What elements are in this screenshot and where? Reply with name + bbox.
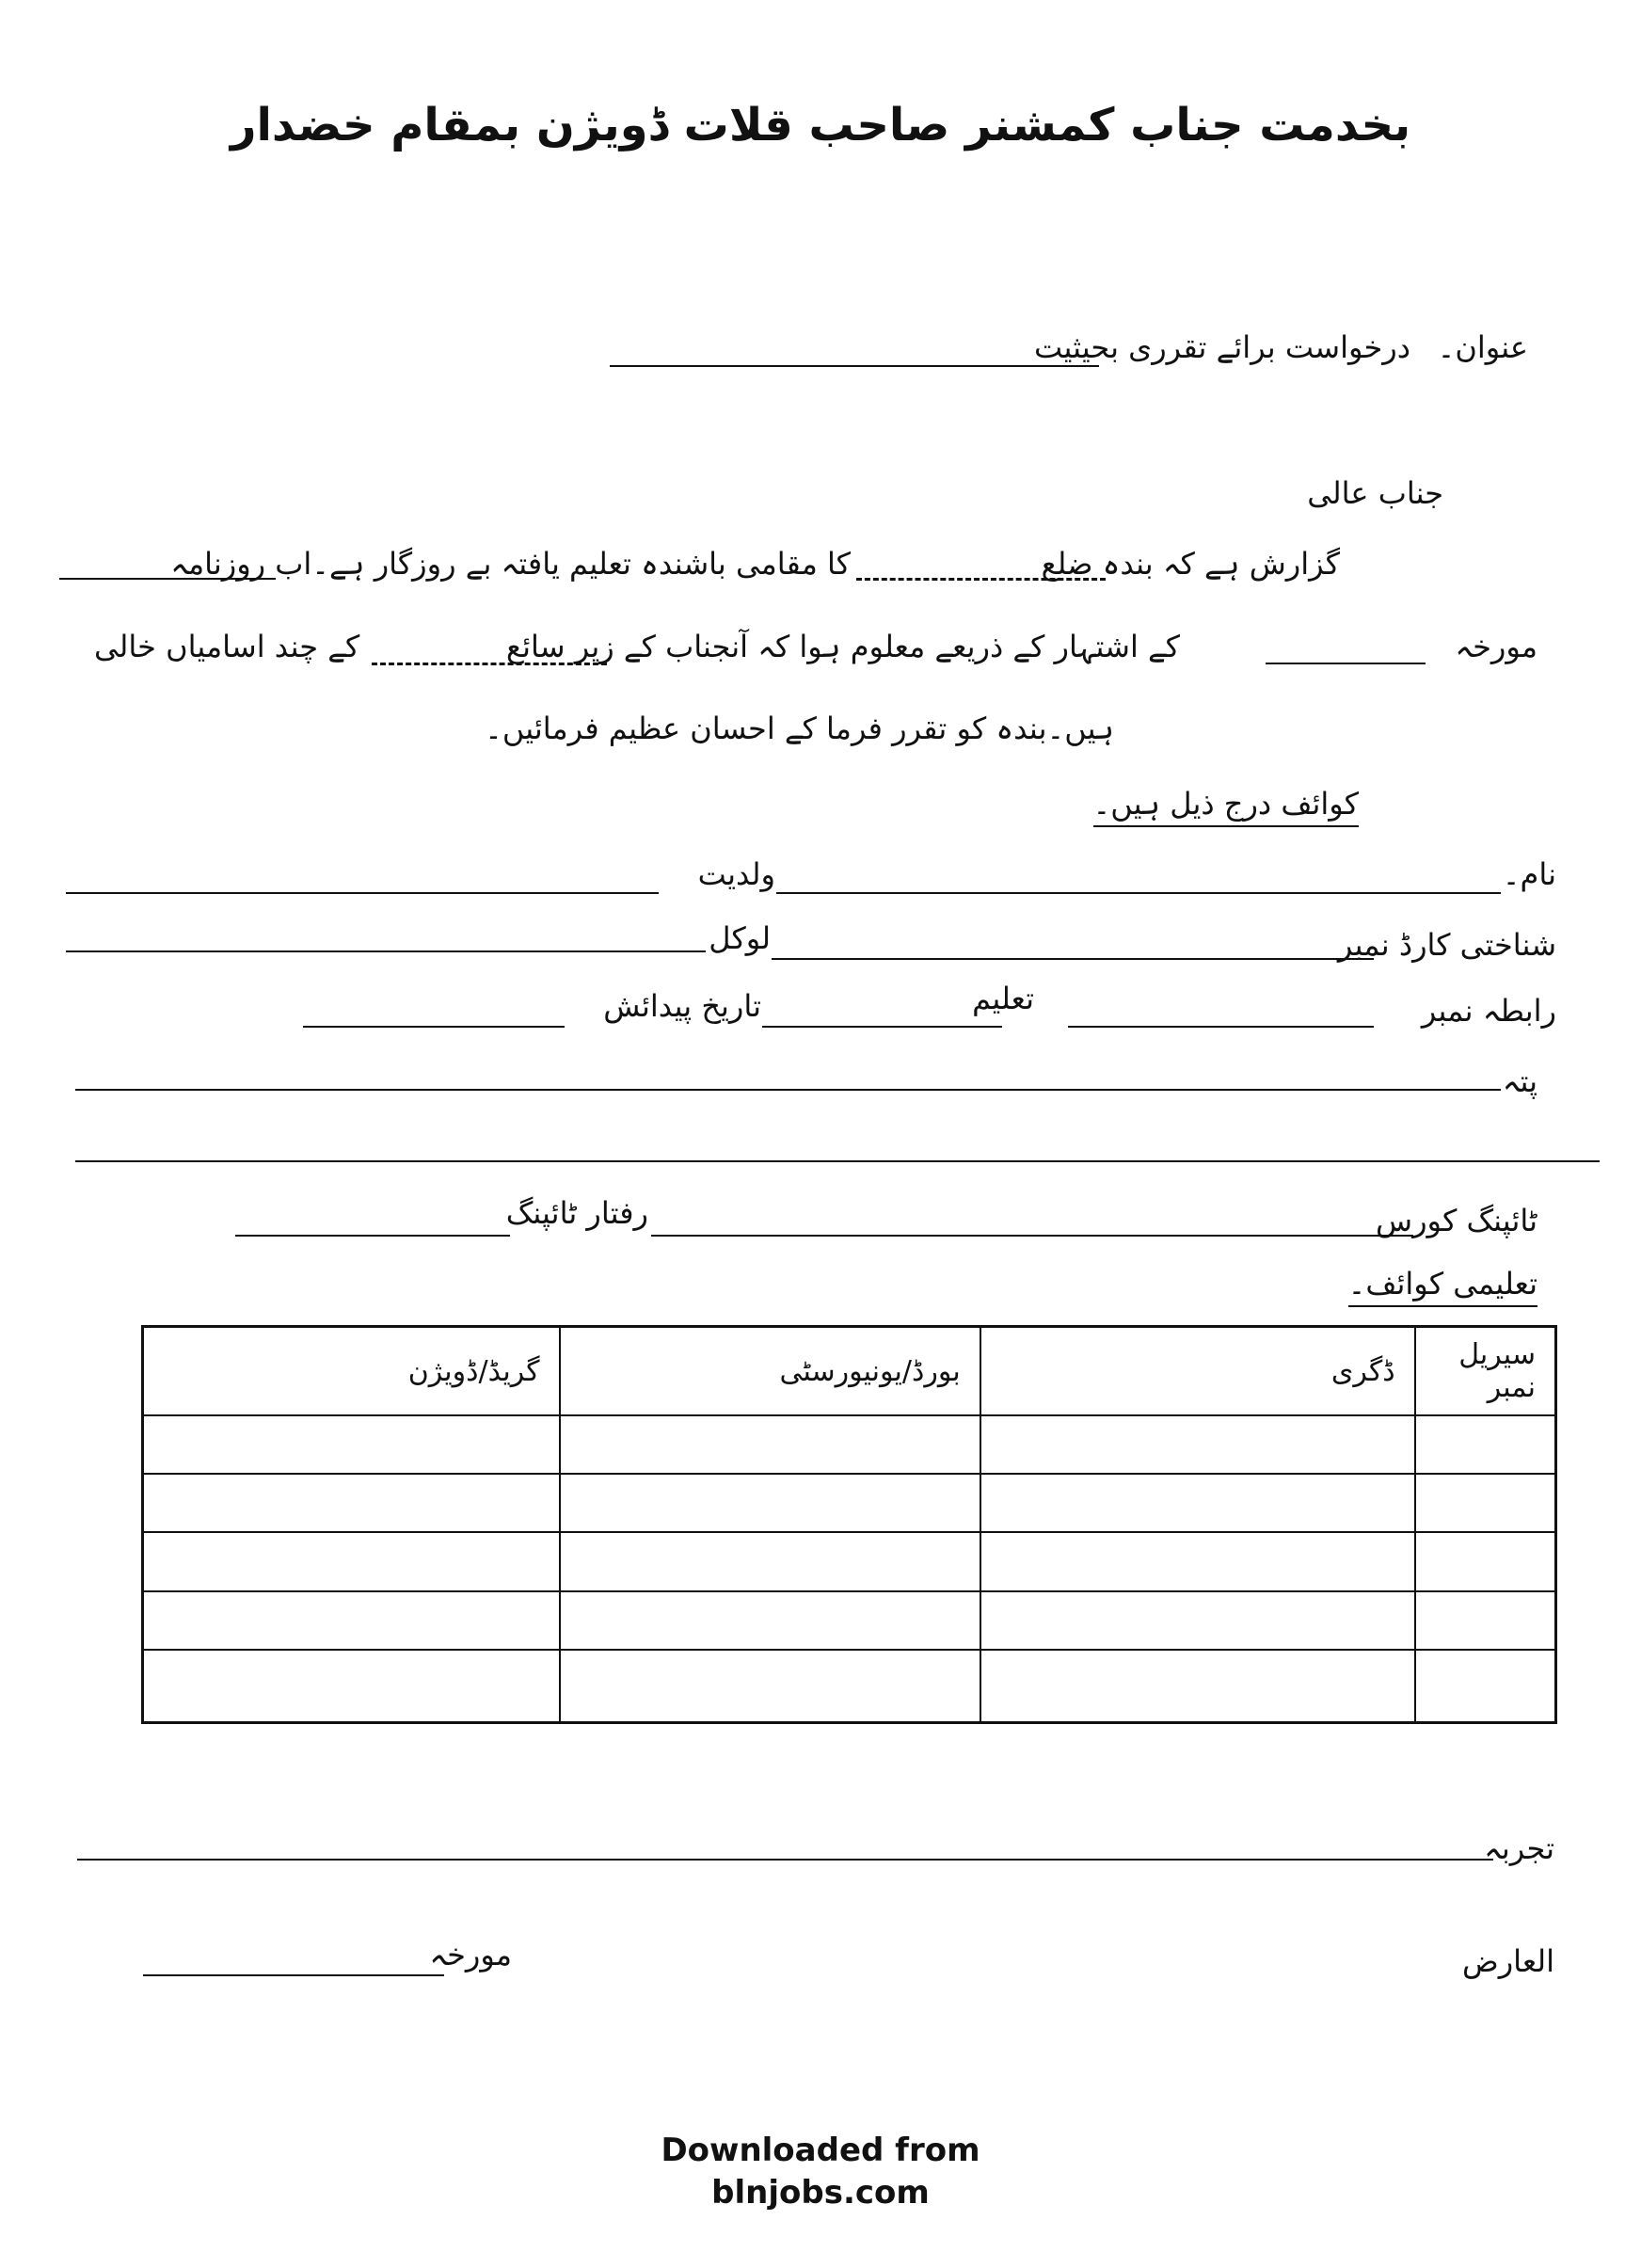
table-cell[interactable] (1415, 1474, 1556, 1532)
typing-course-field[interactable] (651, 1235, 1413, 1237)
table-row (143, 1591, 1556, 1650)
table-cell[interactable] (560, 1474, 980, 1532)
education-field[interactable] (762, 1026, 1002, 1028)
table-header-row (143, 1327, 1556, 1416)
table-cell[interactable] (560, 1591, 980, 1650)
body-line1-start: گزارش ہے کہ بندہ ضلع (1041, 546, 1340, 582)
table-cell[interactable] (1415, 1415, 1556, 1474)
name-label: نام۔ (1502, 856, 1556, 892)
table-cell[interactable] (980, 1474, 1415, 1532)
education-label: تعلیم (972, 981, 1034, 1016)
dob-label: تاریخ پیدائش (603, 988, 761, 1024)
department-blank[interactable] (372, 663, 607, 665)
table-cell[interactable] (143, 1415, 560, 1474)
cnic-field[interactable] (772, 958, 1374, 960)
father-name-field[interactable] (66, 892, 659, 894)
contact-label: رابطہ نمبر (1421, 993, 1556, 1029)
experience-label: تجربہ (1484, 1830, 1554, 1866)
body-line2-end: کے چند اسامیاں خالی (94, 629, 360, 664)
address-field-2[interactable] (75, 1160, 1600, 1162)
typing-speed-field[interactable] (235, 1235, 510, 1237)
dob-field[interactable] (303, 1026, 565, 1028)
body-line1-mid: کا مقامی باشندہ تعلیم یافتہ بے روزگار ہے۔اب روزنامہ (170, 546, 851, 582)
col-degree-header: ڈگری (980, 1327, 1415, 1416)
table-cell[interactable] (1415, 1532, 1556, 1590)
name-field[interactable] (776, 892, 1501, 894)
body-line2-dated: مورخہ (1455, 629, 1537, 664)
salutation: جناب عالی (1307, 475, 1443, 511)
table-cell[interactable] (560, 1650, 980, 1723)
father-name-label: ولدیت (697, 856, 775, 892)
date-label: مورخہ (429, 1937, 512, 1973)
body-line2-mid: کے اشتہار کے ذریعے معلوم ہوا کہ آنجناب کے زیر سائع (506, 629, 1180, 664)
footer-downloaded: Downloaded from (661, 2132, 980, 2169)
table-cell[interactable] (980, 1532, 1415, 1590)
details-heading: کوائف درج ذیل ہیں۔ (1093, 786, 1359, 822)
table-cell[interactable] (560, 1415, 980, 1474)
footer-site[interactable]: blnjobs.com (711, 2174, 930, 2212)
table-cell[interactable] (1415, 1650, 1556, 1723)
subject-label: عنوان۔ (1437, 329, 1528, 365)
applicant-label: العارض (1462, 1943, 1554, 1979)
table-cell[interactable] (980, 1415, 1415, 1474)
date-field[interactable] (143, 1974, 444, 1976)
subject-blank[interactable] (610, 365, 1099, 367)
table-row (143, 1532, 1556, 1590)
col-board-header: بورڈ/یونیورسٹی (560, 1327, 980, 1416)
typing-course-label: ٹائپنگ کورس (1376, 1203, 1537, 1238)
newspaper-blank[interactable] (59, 578, 276, 580)
table-cell[interactable] (1415, 1591, 1556, 1650)
contact-field[interactable] (1068, 1026, 1374, 1028)
education-table (141, 1325, 1557, 1724)
table-row (143, 1650, 1556, 1723)
table-cell[interactable] (560, 1532, 980, 1590)
education-heading: تعلیمی کوائف۔ (1348, 1266, 1537, 1302)
col-serial-header: سیریل نمبر (1415, 1327, 1556, 1416)
table-row (143, 1415, 1556, 1474)
form-title: بخدمت جناب کمشنر صاحب قلات ڈویژن بمقام خضدار (230, 99, 1411, 152)
ad-date-blank[interactable] (1266, 663, 1426, 664)
col-grade-header: گریڈ/ڈویژن (143, 1327, 560, 1416)
table-cell[interactable] (143, 1474, 560, 1532)
table-cell[interactable] (143, 1532, 560, 1590)
table-cell[interactable] (980, 1650, 1415, 1723)
typing-speed-label: رفتار ٹائپنگ (505, 1195, 648, 1231)
table-cell[interactable] (980, 1591, 1415, 1650)
subject-text: درخواست برائے تقرری بحیثیت (1034, 329, 1410, 365)
table-cell[interactable] (143, 1591, 560, 1650)
cnic-label: شناختی کارڈ نمبر (1337, 927, 1556, 963)
address-label: پتہ (1502, 1063, 1537, 1099)
experience-field[interactable] (77, 1859, 1493, 1861)
table-cell[interactable] (143, 1650, 560, 1723)
district-blank[interactable] (856, 578, 1106, 581)
address-field-1[interactable] (75, 1089, 1501, 1091)
table-row (143, 1474, 1556, 1532)
local-label: لوکل (709, 920, 771, 956)
local-field[interactable] (66, 950, 706, 952)
body-line3: ہیں۔بندہ کو تقرر فرما کے احسان عظیم فرمائیں۔ (485, 711, 1114, 746)
